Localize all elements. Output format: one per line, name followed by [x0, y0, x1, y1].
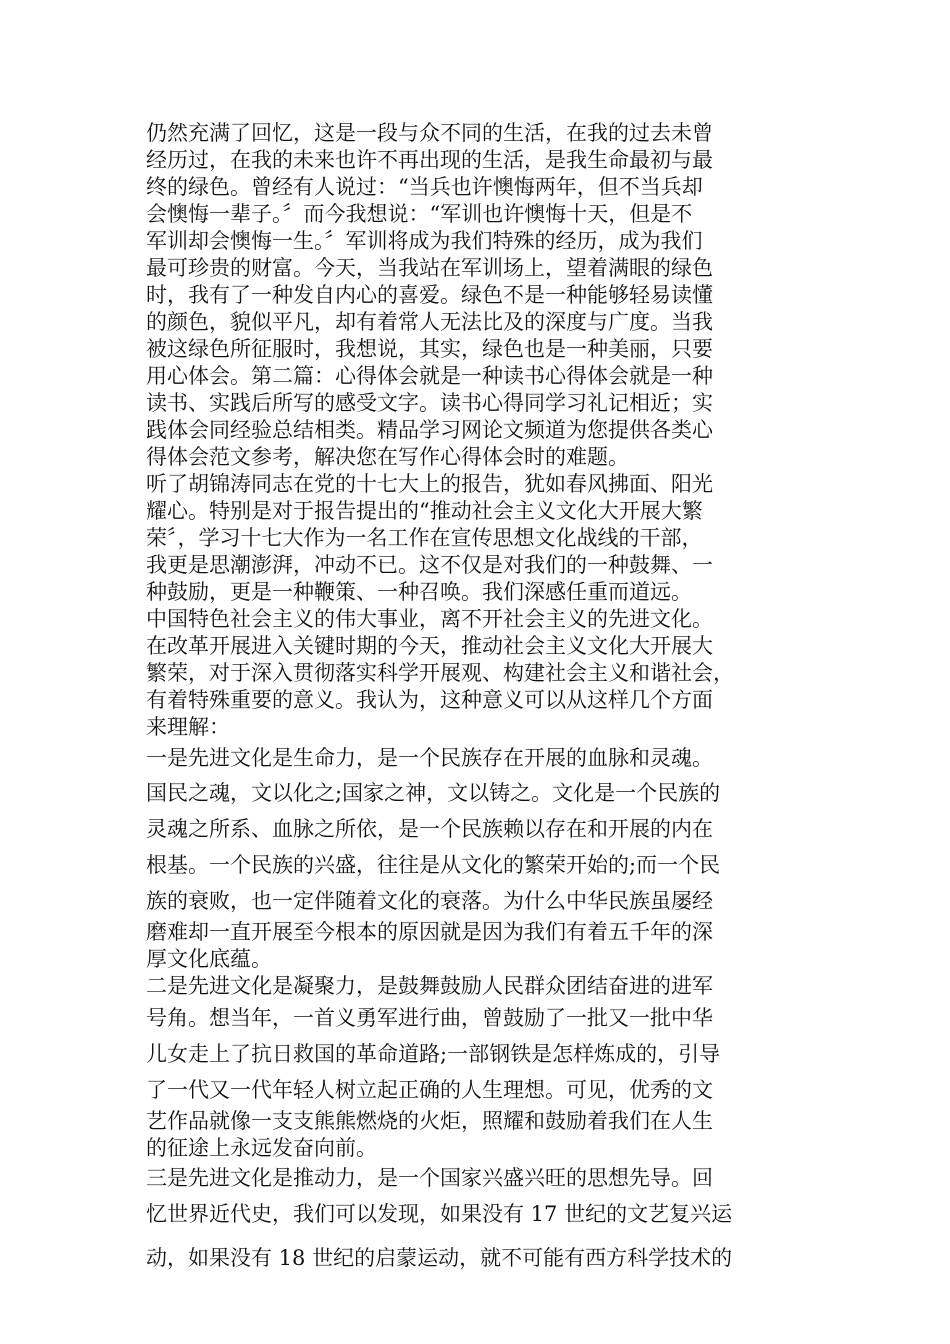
text-line: 荣〞，学习十七大作为一名工作在宣传思想文化战线的干部， [146, 526, 703, 550]
text-line: 军训却会懊悔一生。〞军训将成为我们特殊的经历，成为我们 [146, 229, 703, 253]
text-line: 践体会同经验总结相类。精品学习网论文频道为您提供各类心 [146, 418, 713, 442]
text-line: 中国特色社会主义的伟大事业，离不开社会主义的先进文化。 [146, 607, 713, 631]
text-line: 厚文化底蕴。 [146, 947, 272, 971]
text-line: 的颜色，貌似平凡，却有着常人无法比及的深度与广度。当我 [146, 310, 713, 334]
paragraph-5 [146, 973, 816, 1162]
text-line: 号角。想当年，一首义勇军进行曲，曾鼓励了一批又一批中华 [146, 1006, 713, 1030]
text-line: 灵魂之所系、血脉之所依，是一个民族赖以存在和开展的内在 [146, 817, 713, 841]
text-line: 用心体会。第二篇：心得体会就是一种读书心得体会就是一种 [146, 364, 713, 388]
text-line: 读书、实践后所写的感受文字。读书心得同学习礼记相近；实 [146, 391, 713, 415]
text-line: 被这绿色所征服时，我想说，其实，绿色也是一种美丽，只要 [146, 337, 713, 361]
paragraph-3 [146, 606, 816, 741]
text-line: 磨难却一直开展至今根本的原因就是因为我们有着五千年的深 [146, 920, 713, 944]
text-line: 根基。一个民族的兴盛，往往是从文化的繁荣开始的;而一个民 [146, 853, 721, 877]
text-line: 种鼓励，更是一种鞭策、一种召唤。我们深感任重而道远。 [146, 580, 692, 604]
text-line: 动，如果没有 18 世纪的启蒙运动，就不可能有西方科学技术的 [146, 1246, 733, 1270]
paragraph-4 [146, 741, 816, 973]
text-line: 经历过，在我的未来也许不再出现的生活，是我生命最初与最 [146, 148, 713, 172]
paragraph-1 [146, 120, 816, 471]
text-line: 艺作品就像一支支熊熊燃烧的火炬，照耀和鼓励着我们在人生 [146, 1109, 713, 1133]
text-line: 二是先进文化是凝聚力，是鼓舞鼓励人民群众团结奋进的进军 [146, 974, 713, 998]
text-line: 族的衰败，也一定伴随着文化的衰落。为什么中华民族虽屡经 [146, 889, 713, 913]
text-line: 得体会范文参考，解决您在写作心得体会时的难题。 [146, 445, 629, 469]
document-body [146, 120, 816, 1282]
text-line: 有着特殊重要的意义。我认为，这种意义可以从这样几个方面 [146, 688, 713, 712]
text-line: 耀心。特别是对于报告提出的“推动社会主义文化大开展大繁 [146, 499, 703, 523]
paragraph-2 [146, 471, 816, 606]
text-line: 我更是思潮澎湃，冲动不已。这不仅是对我们的一种鼓舞、一 [146, 553, 713, 577]
text-line: 在改革开展进入关键时期的今天，推动社会主义文化大开展大 [146, 634, 713, 658]
text-line: 三是先进文化是推动力，是一个国家兴盛兴旺的思想先导。回 [146, 1166, 713, 1190]
text-line: 国民之魂，文以化之;国家之神，文以铸之。文化是一个民族的 [146, 781, 721, 805]
text-line: 听了胡锦涛同志在党的十七大上的报告，犹如春风拂面、阳光 [146, 472, 713, 496]
text-line: 来理解： [146, 715, 230, 739]
text-line: 的征途上永远发奋向前。 [146, 1136, 377, 1160]
text-line: 儿女走上了抗日救国的革命道路;一部钢铁是怎样炼成的，引导 [146, 1042, 721, 1066]
text-line: 忆世界近代史，我们可以发现，如果没有 17 世纪的文艺复兴运 [146, 1202, 733, 1226]
text-line: 时，我有了一种发自内心的喜爱。绿色不是一种能够轻易读懂 [146, 283, 713, 307]
text-line: 了一代又一代年轻人树立起正确的人生理想。可见，优秀的文 [146, 1078, 713, 1102]
paragraph-6 [146, 1162, 816, 1282]
text-line: 最可珍贵的财富。今天，当我站在军训场上，望着满眼的绿色 [146, 256, 713, 280]
text-line: 会懊悔一辈子。〞而今我想说：“军训也许懊悔十天，但是不 [146, 202, 693, 226]
text-line: 仍然充满了回忆，这是一段与众不同的生活，在我的过去未曾 [146, 121, 713, 145]
text-line: 繁荣，对于深入贯彻落实科学开展观、构建社会主义和谐社会， [146, 661, 734, 685]
text-line: 一是先进文化是生命力，是一个民族存在开展的血脉和灵魂。 [146, 746, 713, 770]
text-line: 终的绿色。曾经有人说过：“当兵也许懊悔两年，但不当兵却 [146, 175, 703, 199]
